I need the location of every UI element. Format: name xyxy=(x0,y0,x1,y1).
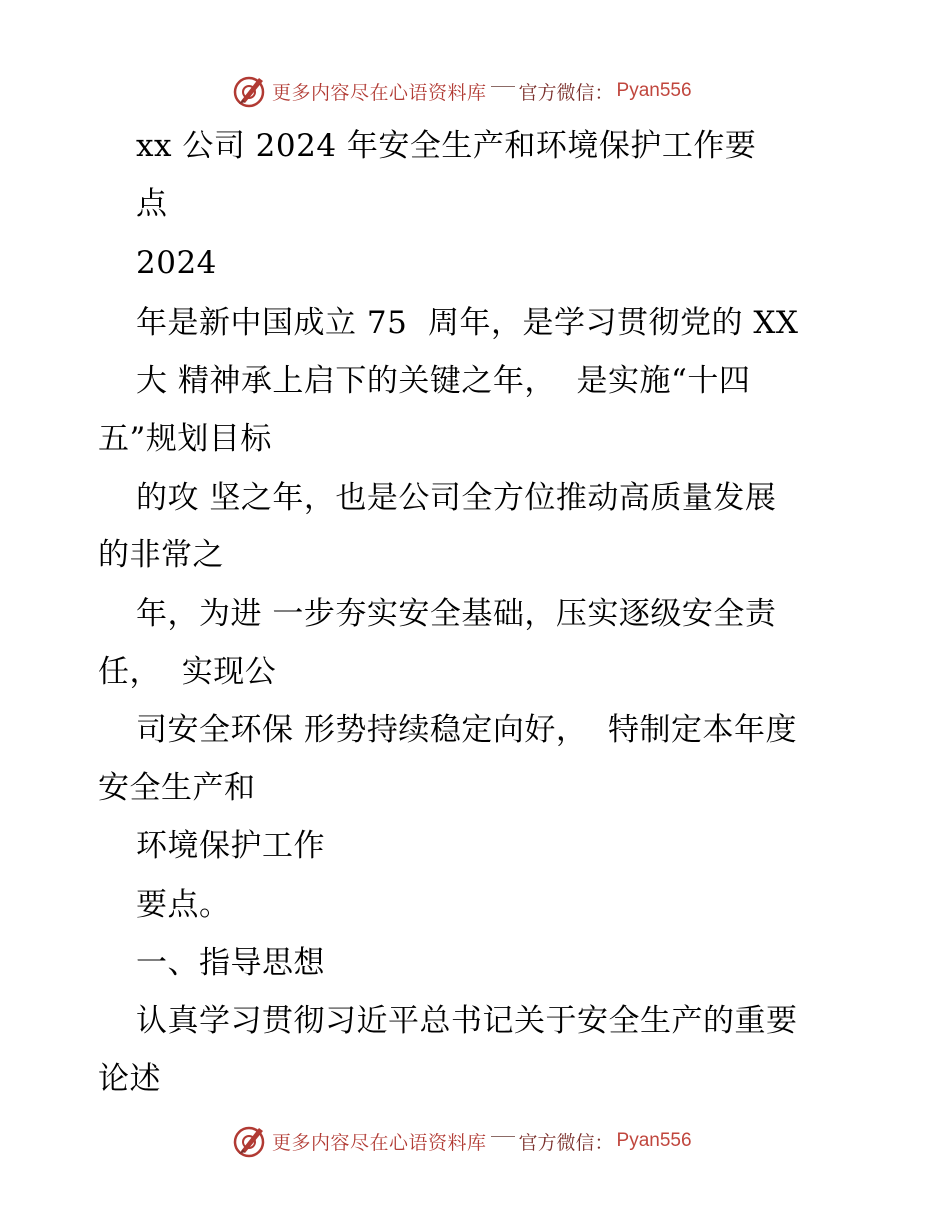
header-banner xyxy=(232,71,692,111)
quill-pen-logo-icon xyxy=(232,73,268,109)
body-line: 的攻 坚之年，也是公司全方位推动高质量发展 xyxy=(136,480,777,516)
body-line: 2024 xyxy=(136,245,217,281)
body-line: 论述 xyxy=(98,1061,161,1097)
quill-pen-logo-icon xyxy=(232,1123,268,1159)
banner-site-text: 更多内容尽在心语资料库 xyxy=(272,81,487,104)
banner-wechat-label: 官方微信： xyxy=(518,1131,614,1154)
banner-wechat-id: Pyan556 xyxy=(616,1130,692,1151)
body-line: 认真学习贯彻习近平总书记关于安全生产的重要 xyxy=(136,1003,798,1039)
banner-dash xyxy=(491,1136,515,1137)
body-line: 的非常之 xyxy=(98,537,224,573)
body-line: 要点。 xyxy=(136,887,231,923)
body-line: 年是新中国成立 75 周年，是学习贯彻党的 XX xyxy=(136,305,799,341)
banner-wechat-label: 官方微信： xyxy=(518,81,614,104)
body-line: 环境保护工作 xyxy=(136,828,325,864)
body-line: 年，为进 一步夯实安全基础，压实逐级安全责 xyxy=(136,596,777,632)
body-line: 五”规划目标 xyxy=(98,421,272,457)
footer-banner xyxy=(232,1121,692,1161)
document-title-line-1: xx 公司 2024 年安全生产和环境保护工作要 xyxy=(136,128,757,164)
banner-wechat-id: Pyan556 xyxy=(616,80,692,101)
document-title-line-2: 点 xyxy=(136,186,168,222)
body-line: 任， 实现公 xyxy=(98,654,277,690)
body-line: 大 精神承上启下的关键之年， 是实施“十四 xyxy=(136,363,751,399)
banner-site-text: 更多内容尽在心语资料库 xyxy=(272,1131,487,1154)
body-line: 安全生产和 xyxy=(98,770,256,806)
section-heading: 一、指导思想 xyxy=(136,945,325,981)
banner-dash xyxy=(491,86,515,87)
body-line: 司安全环保 形势持续稳定向好， 特制定本年度 xyxy=(136,712,798,748)
